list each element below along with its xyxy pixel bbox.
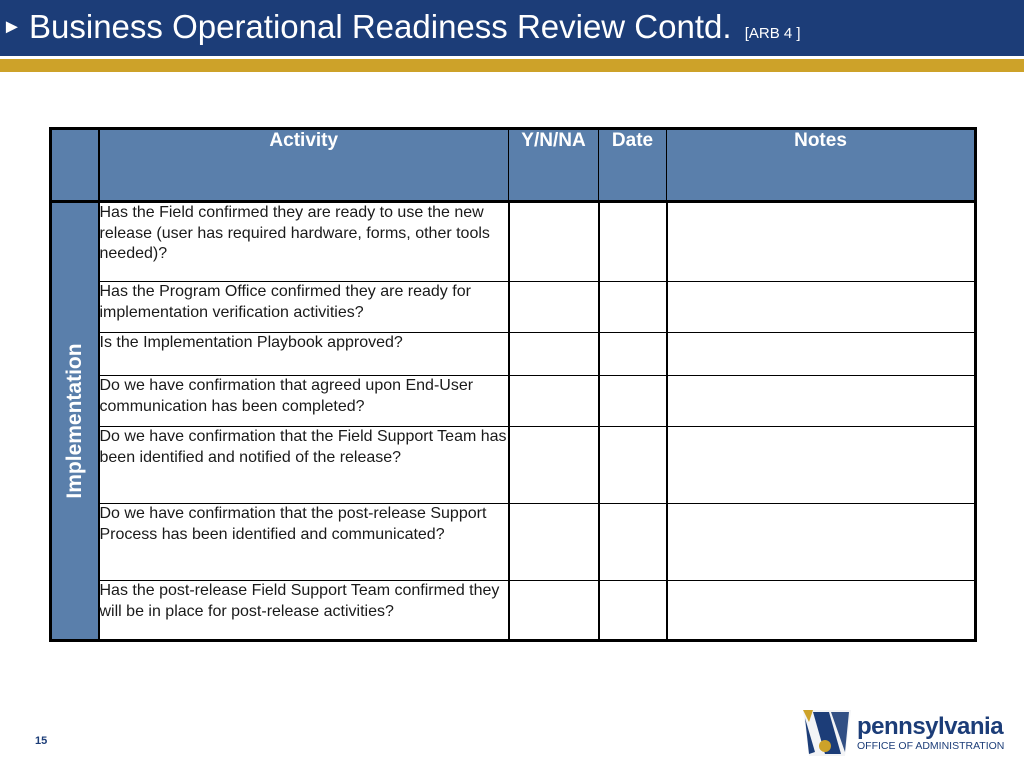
keystone-logo-icon [801,708,853,758]
page-title [29,7,801,54]
table-row [51,504,976,581]
section-label-cell [51,202,99,641]
title-tag: [ARB 4 ] [744,25,801,42]
date-cell[interactable] [599,282,667,333]
date-cell[interactable] [599,504,667,581]
column-header-yn: Y/N/NA [509,129,599,202]
date-cell[interactable] [599,333,667,376]
readiness-table [49,127,977,642]
notes-cell[interactable] [667,581,976,641]
yn-cell[interactable] [509,581,599,641]
table-row [51,376,976,427]
notes-cell[interactable] [667,282,976,333]
yn-cell[interactable] [509,376,599,427]
table-header-row [51,129,976,202]
notes-cell[interactable] [667,376,976,427]
activity-cell: Do we have confirmation that agreed upon End-User communication has been completed? [99,376,509,427]
notes-cell[interactable] [667,427,976,504]
activity-cell: Is the Implementation Playbook approved? [99,333,509,376]
title-bar [0,0,1024,56]
date-cell[interactable] [599,581,667,641]
yn-cell[interactable] [509,333,599,376]
yn-cell[interactable] [509,504,599,581]
yn-cell[interactable] [509,282,599,333]
date-cell[interactable] [599,202,667,282]
column-header-date: Date [599,129,667,202]
logo-wordmark: pennsylvania [857,713,1004,740]
header-blank-cell [51,129,99,202]
logo-subtitle: OFFICE OF ADMINISTRATION [857,740,1005,752]
bullet-arrow-icon: ► [2,16,22,38]
notes-cell[interactable] [667,333,976,376]
gold-divider [0,59,1024,72]
table-row [51,427,976,504]
column-header-activity: Activity [99,129,509,202]
column-header-notes: Notes [667,129,976,202]
table-row [51,202,976,282]
yn-cell[interactable] [509,427,599,504]
notes-cell[interactable] [667,504,976,581]
table-row [51,333,976,376]
yn-cell[interactable] [509,202,599,282]
page-number: 15 [35,735,48,747]
activity-cell: Do we have confirmation that the Field Support Team has been identified and notified of the release? [99,427,509,504]
activity-cell: Do we have confirmation that the post-release Support Process has been identified and communicated? [99,504,509,581]
notes-cell[interactable] [667,202,976,282]
page-title-text: Business Operational Readiness Review Contd. [29,8,732,45]
pennsylvania-logo [801,708,1011,758]
activity-cell: Has the Field confirmed they are ready to use the new release (user has required hardware, forms, other tools needed)? [99,202,509,282]
activity-cell: Has the Program Office confirmed they are ready for implementation verification activities? [99,282,509,333]
section-label: Implementation [62,343,86,499]
table-row [51,282,976,333]
date-cell[interactable] [599,427,667,504]
activity-cell: Has the post-release Field Support Team confirmed they will be in place for post-release activities? [99,581,509,641]
date-cell[interactable] [599,376,667,427]
table-row [51,581,976,641]
